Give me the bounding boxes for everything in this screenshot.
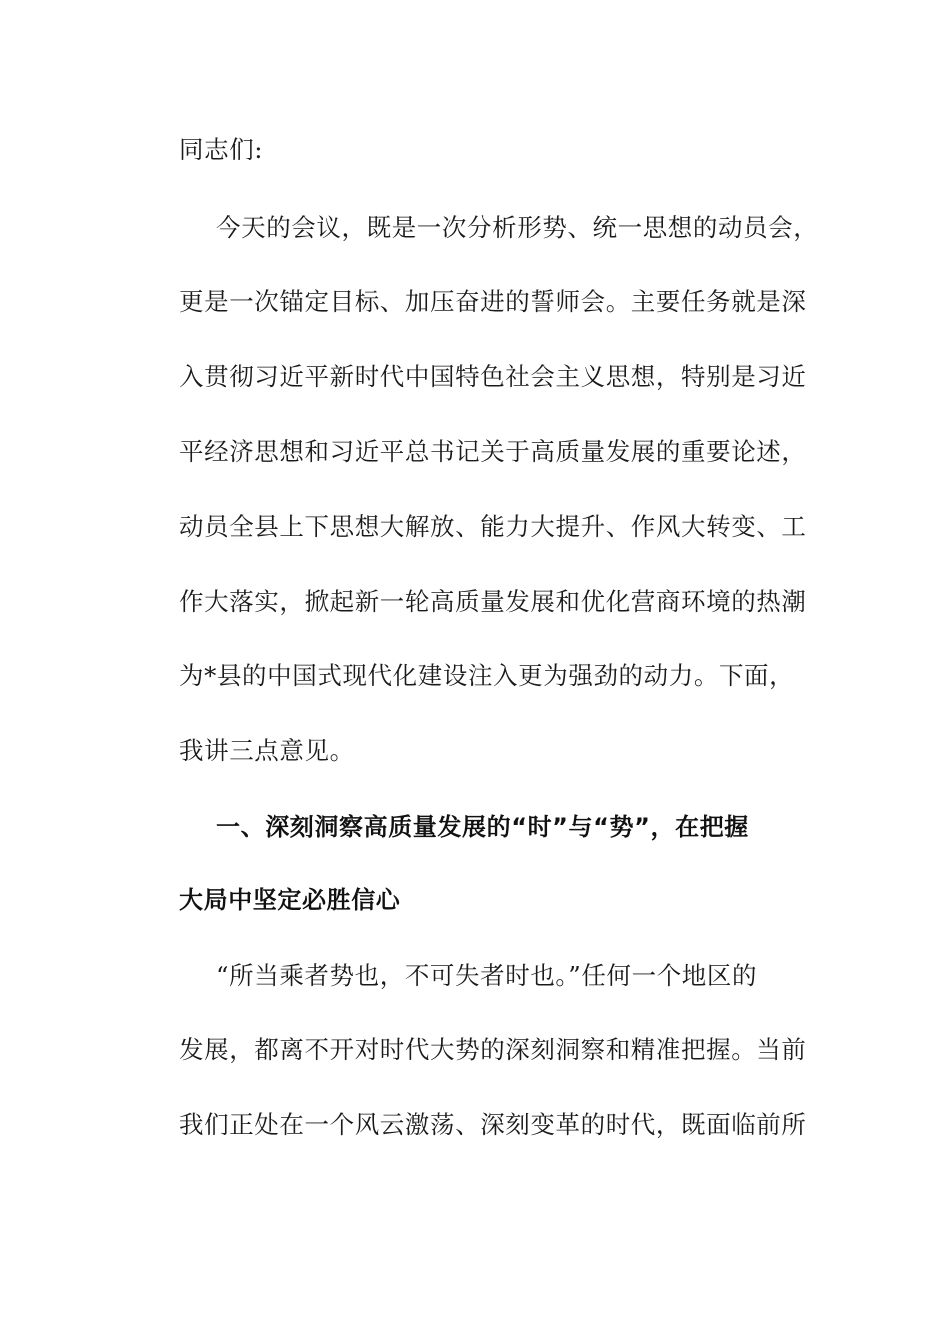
body-line: 我们正处在一个风云激荡、深刻变革的时代，既面临前所 bbox=[179, 1110, 807, 1139]
intro-line: 为*县的中国式现代化建设注入更为强劲的动力。下面， bbox=[179, 661, 795, 690]
intro-line: 今天的会议，既是一次分析形势、统一思想的动员会， bbox=[216, 213, 819, 242]
section-heading-line: 大局中坚定必胜信心 bbox=[179, 886, 401, 914]
intro-line: 更是一次锚定目标、加压奋进的誓师会。主要任务就是深 bbox=[179, 287, 807, 316]
body-line: 发展，都离不开对时代大势的深刻洞察和精准把握。当前 bbox=[179, 1035, 807, 1064]
intro-line: 我讲三点意见。 bbox=[179, 736, 355, 765]
body-line: “所当乘者势也，不可失者时也。”任何一个地区的 bbox=[216, 961, 758, 990]
section-heading-line: 一、深刻洞察高质量发展的“时”与“势”，在把握 bbox=[216, 813, 749, 841]
intro-line: 平经济思想和习近平总书记关于高质量发展的重要论述， bbox=[179, 437, 807, 466]
salutation: 同志们: bbox=[179, 135, 264, 164]
intro-line: 作大落实，掀起新一轮高质量发展和优化营商环境的热潮 bbox=[179, 587, 807, 616]
intro-line: 入贯彻习近平新时代中国特色社会主义思想，特别是习近 bbox=[179, 362, 807, 391]
intro-line: 动员全县上下思想大解放、能力大提升、作风大转变、工 bbox=[179, 512, 807, 541]
